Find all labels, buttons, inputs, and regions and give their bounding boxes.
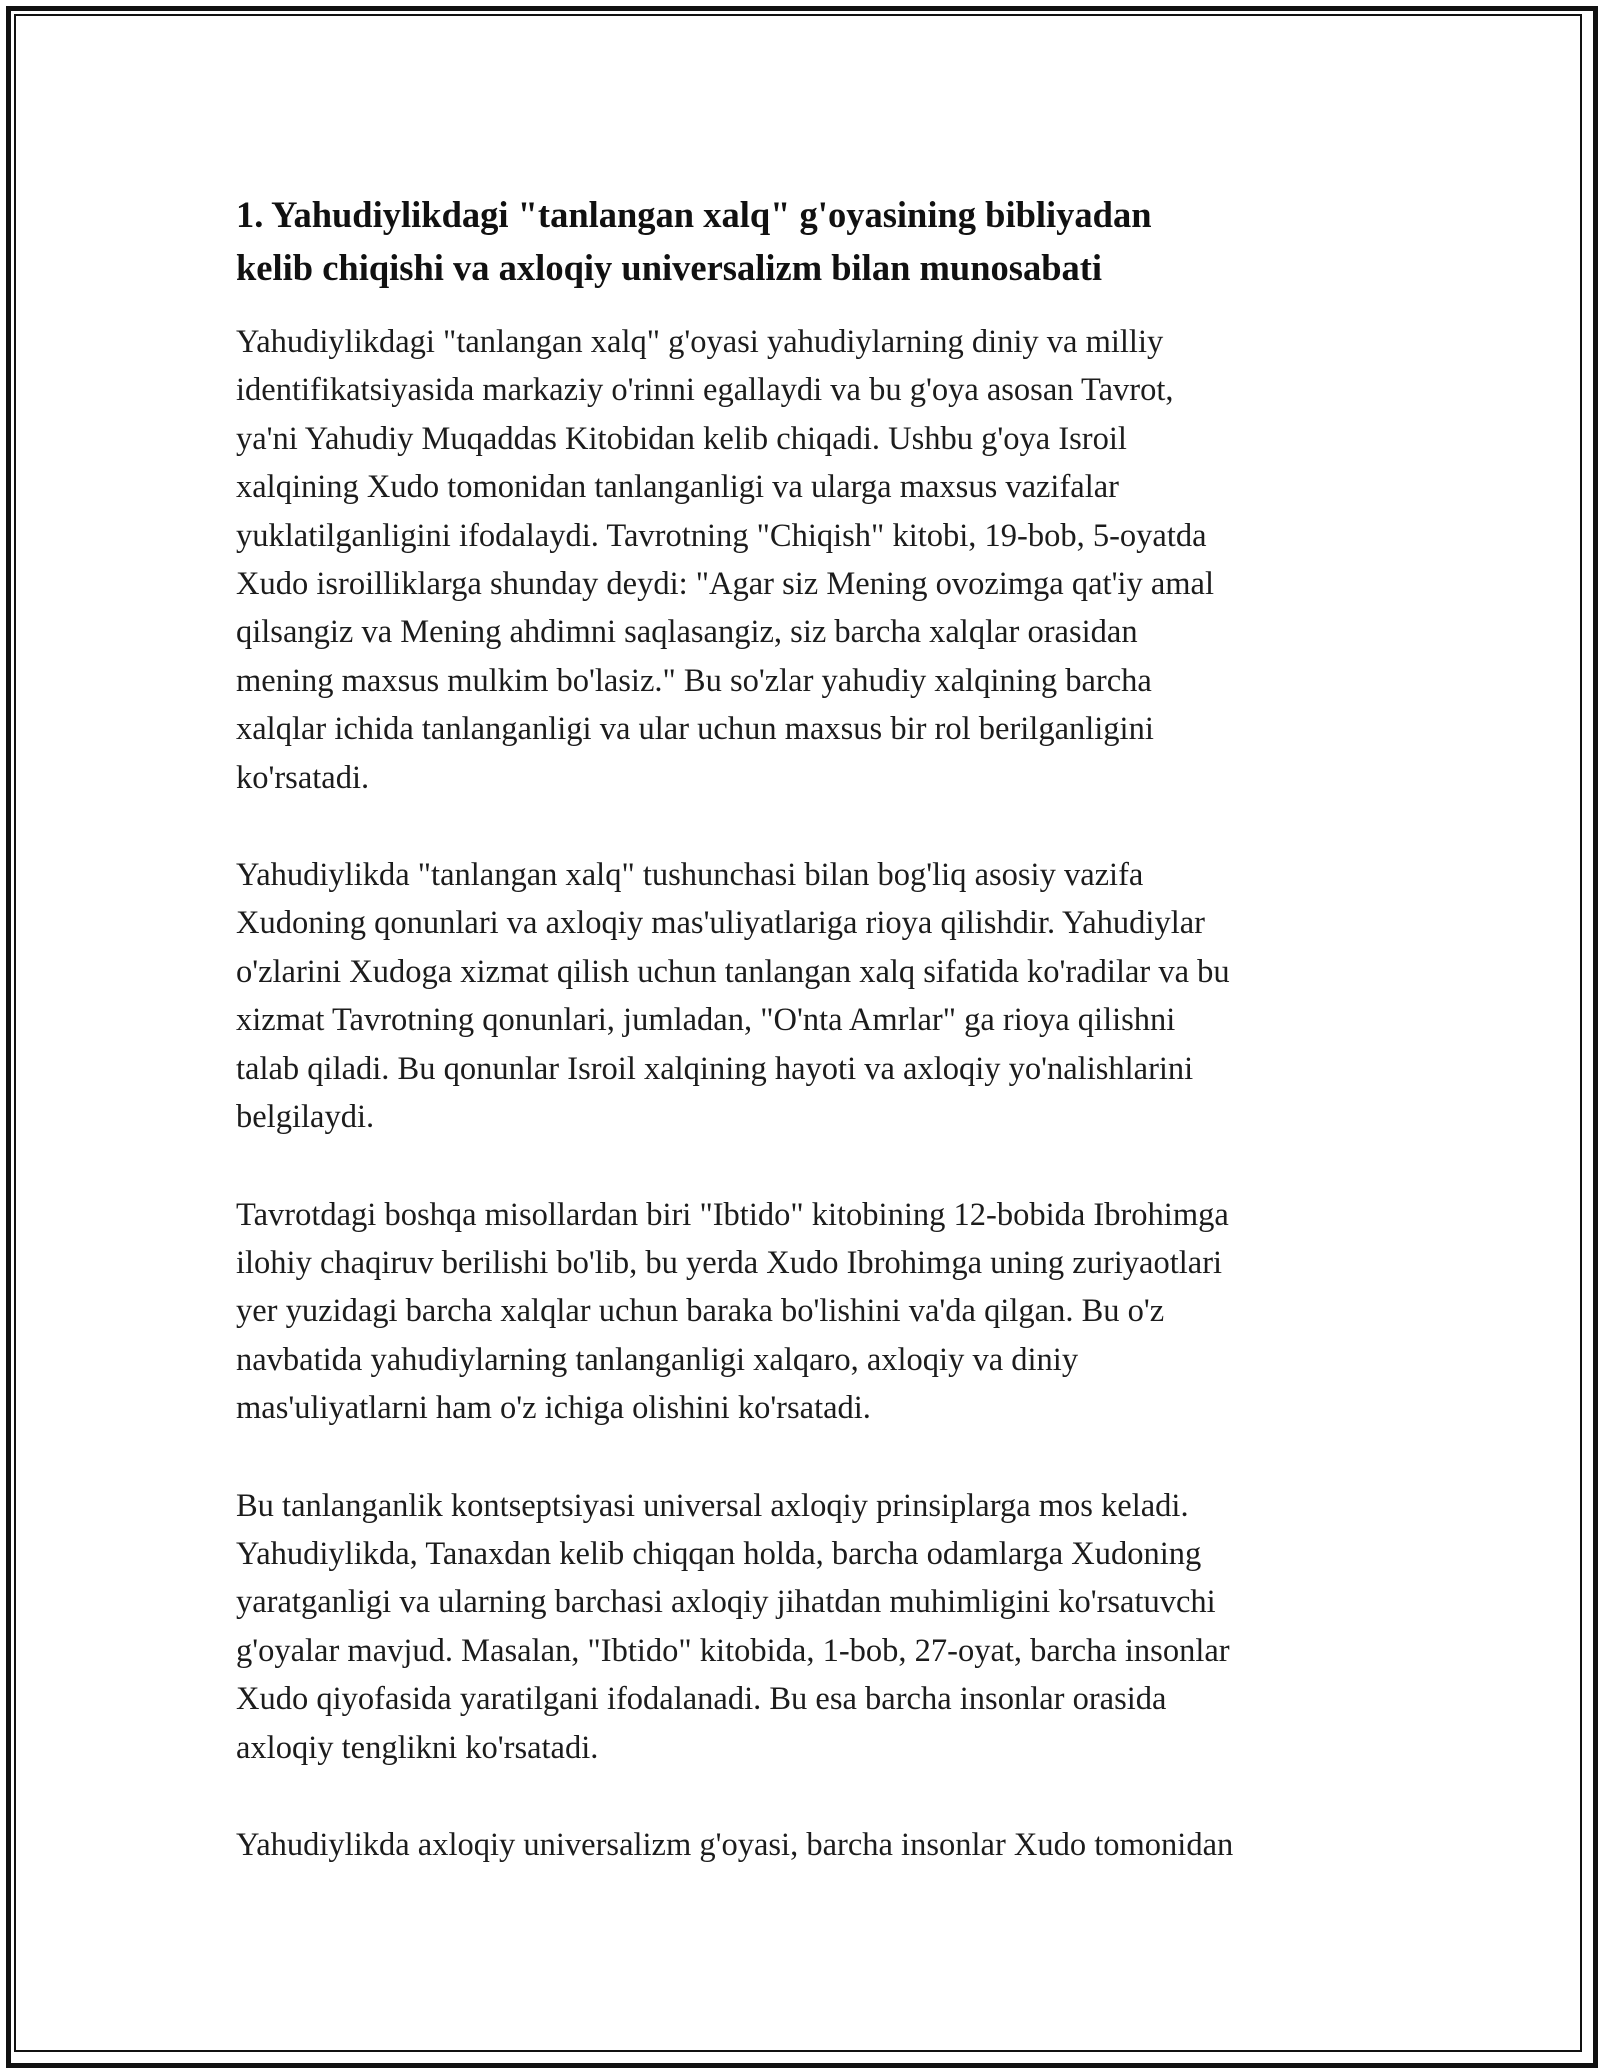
- text-line: ya'ni Yahudiy Muqaddas Kitobidan kelib chiqadi. Ushbu g'oya Isroil: [236, 420, 1127, 457]
- text-line: Bu tanlanganlik kontseptsiyasi universal axloqiy prinsiplarga mos keladi.: [236, 1487, 1189, 1524]
- heading-line: kelib chiqishi va axloqiy universalizm bilan munosabati: [236, 247, 1103, 288]
- text-line: identifikatsiyasida markaziy o'rinni egallaydi va bu g'oya asosan Tavrot,: [236, 372, 1174, 409]
- text-line: Yahudiylikda axloqiy universalizm g'oyasi, barcha insonlar Xudo tomonidan: [236, 1826, 1234, 1863]
- text-line: yuklatilganligini ifodalaydi. Tavrotning "Chiqish" kitobi, 19-bob, 5-oyatda: [236, 517, 1207, 554]
- paragraph-1: [236, 318, 1376, 802]
- text-line: xizmat Tavrotning qonunlari, jumladan, "O'nta Amrlar" ga rioya qilishni: [236, 1002, 1176, 1039]
- section-heading: [236, 188, 1376, 294]
- text-line: Xudo isroilliklarga shunday deydi: "Agar siz Mening ovozimga qat'iy amal: [236, 566, 1214, 603]
- text-line: Yahudiylikda, Tanaxdan kelib chiqqan holda, barcha odamlarga Xudoning: [236, 1535, 1202, 1572]
- text-line: ko'rsatadi.: [236, 759, 370, 796]
- paragraph-2: [236, 851, 1376, 1141]
- text-line: Tavrotdagi boshqa misollardan biri "Ibtido" kitobining 12-bobida Ibrohimga: [236, 1196, 1229, 1233]
- text-line: Xudoning qonunlari va axloqiy mas'uliyatlariga rioya qilishdir. Yahudiylar: [236, 905, 1205, 942]
- heading-line: 1. Yahudiylikdagi "tanlangan xalq" g'oyasining bibliyadan: [236, 194, 1152, 235]
- text-line: o'zlarini Xudoga xizmat qilish uchun tanlangan xalq sifatida ko'radilar va bu: [236, 953, 1230, 990]
- text-line: ilohiy chaqiruv berilishi bo'lib, bu yerda Xudo Ibrohimga uning zuriyaotlari: [236, 1244, 1223, 1281]
- text-line: qilsangiz va Mening ahdimni saqlasangiz, siz barcha xalqlar orasidan: [236, 614, 1138, 651]
- text-line: talab qiladi. Bu qonunlar Isroil xalqining hayoti va axloqiy yo'nalishlarini: [236, 1050, 1194, 1087]
- text-line: Yahudiylikdagi "tanlangan xalq" g'oyasi yahudiylarning diniy va milliy: [236, 324, 1164, 360]
- paragraph-5: [236, 1821, 1376, 1869]
- text-line: yer yuzidagi barcha xalqlar uchun baraka bo'lishini va'da qilgan. Bu o'z: [236, 1293, 1165, 1330]
- text-line: mening maxsus mulkim bo'lasiz." Bu so'zlar yahudiy xalqining barcha: [236, 662, 1152, 699]
- text-line: Yahudiylikda "tanlangan xalq" tushunchasi bilan bog'liq asosiy vazifa: [236, 857, 1144, 894]
- paragraph-3: [236, 1191, 1376, 1433]
- text-line: g'oyalar mavjud. Masalan, "Ibtido" kitobida, 1-bob, 27-oyat, barcha insonlar: [236, 1632, 1230, 1669]
- text-line: xalqlar ichida tanlanganligi va ular uchun maxsus bir rol berilganligini: [236, 711, 1154, 748]
- text-line: belgilaydi.: [236, 1099, 375, 1136]
- text-line: navbatida yahudiylarning tanlanganligi xalqaro, axloqiy va diniy: [236, 1341, 1079, 1378]
- text-line: axloqiy tenglikni ko'rsatadi.: [236, 1729, 599, 1766]
- text-line: Xudo qiyofasida yaratilgani ifodalanadi. Bu esa barcha insonlar orasida: [236, 1681, 1167, 1718]
- document-body: [236, 188, 1376, 1869]
- text-line: yaratganligi va ularning barchasi axloqiy jihatdan muhimligini ko'rsatuvchi: [236, 1584, 1216, 1621]
- text-line: xalqining Xudo tomonidan tanlanganligi va ularga maxsus vazifalar: [236, 469, 1119, 506]
- paragraph-4: [236, 1482, 1376, 1772]
- text-line: mas'uliyatlarni ham o'z ichiga olishini ko'rsatadi.: [236, 1390, 871, 1427]
